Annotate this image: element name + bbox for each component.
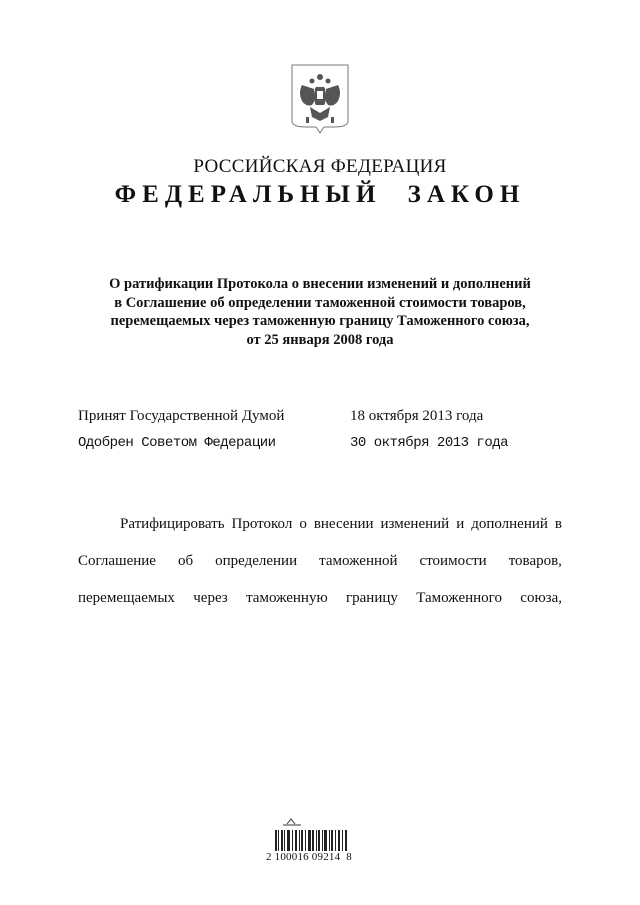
word: и: [456, 516, 465, 532]
adopted-date: 18 октября 2013 года: [350, 408, 484, 424]
word: Ратифицировать: [120, 516, 225, 532]
law-title-line: в Соглашение об определении таможенной стоимости товаров,: [114, 294, 526, 311]
word: стоимости: [419, 553, 487, 569]
word: в: [554, 516, 562, 532]
word: Соглашение: [78, 553, 156, 569]
document-type-heading: ФЕДЕРАЛЬНЫЙ ЗАКОН: [114, 181, 526, 208]
word: через: [193, 590, 228, 606]
word: союза,: [520, 590, 562, 606]
barcode-number: 2 100016 09214 8: [266, 851, 352, 863]
word: определении: [215, 553, 298, 569]
word: изменений: [380, 516, 450, 532]
body-line: [78, 580, 562, 617]
coat-of-arms-icon: [290, 63, 350, 135]
law-title-line: от 25 января 2008 года: [246, 331, 394, 348]
word: товаров,: [508, 553, 562, 569]
adopted-by-duma-label: Принят Государственной Думой: [78, 408, 285, 424]
approved-by-council-label: Одобрен Советом Федерации: [78, 435, 276, 451]
law-title-line: перемещаемых через таможенную границу Таможенного союза,: [110, 313, 530, 329]
law-title: [0, 275, 640, 349]
word: дополнений: [471, 516, 548, 532]
law-title-line: О ратификации Протокола о внесении изменений и дополнений: [109, 276, 531, 292]
approved-date: 30 октября 2013 года: [350, 435, 509, 451]
word: внесении: [313, 516, 374, 532]
word: об: [177, 553, 194, 569]
word: таможенную: [246, 590, 328, 606]
word: Таможенного: [416, 590, 502, 606]
word: перемещаемых: [78, 590, 175, 606]
word: таможенной: [319, 553, 398, 569]
word: Протокол: [231, 516, 293, 532]
law-body: [78, 506, 562, 617]
word: о: [299, 516, 307, 532]
body-line: [78, 543, 562, 580]
word: границу: [346, 590, 398, 606]
country-heading: РОССИЙСКАЯ ФЕДЕРАЦИЯ: [193, 156, 447, 177]
body-line: [78, 506, 562, 543]
